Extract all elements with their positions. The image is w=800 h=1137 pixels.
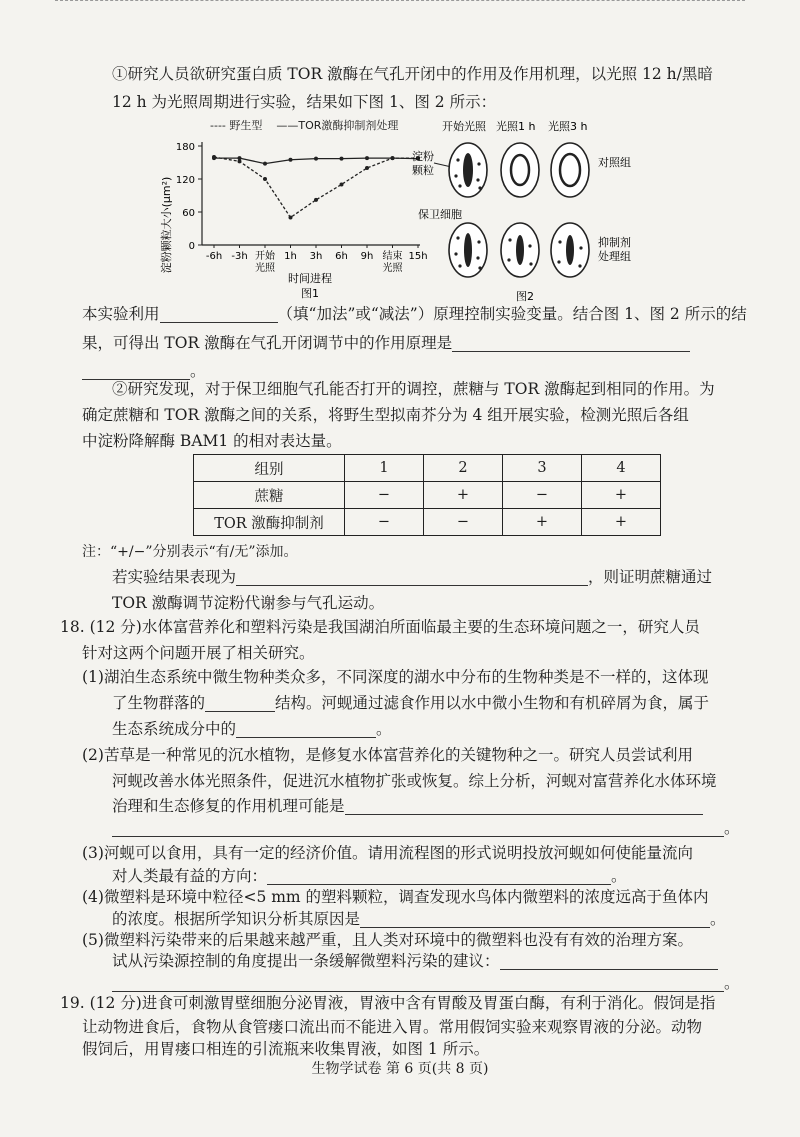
- series-line-wild: [214, 157, 418, 218]
- figure2-stomata: [400, 118, 640, 308]
- x-tick-label: 6h: [335, 251, 348, 262]
- data-point: [263, 162, 267, 166]
- answer-blank-9[interactable]: [267, 866, 611, 885]
- fig2-treated-label-1: 抑制剂: [598, 236, 631, 249]
- y-axis-label: 淀粉颗粒大小(μm²): [160, 176, 173, 274]
- q18-s2-l3: 治理和生态修复的作用机理可能是: [112, 793, 703, 819]
- chart-axes: [176, 142, 428, 274]
- fig2-header-3: 光照3 h: [548, 120, 588, 133]
- data-point: [212, 156, 216, 160]
- top-border: [55, 0, 745, 5]
- fig2-starch-label: 淀粉: [412, 150, 434, 163]
- answer-blank-1[interactable]: [160, 304, 278, 323]
- stoma-treated-1h: [501, 223, 539, 277]
- x-tick-label: 1h: [284, 251, 297, 262]
- data-point: [289, 158, 293, 162]
- q18-s4-l1: (4)微塑料是环境中粒径<5 mm 的塑料颗粒，调查发现水鸟体内微塑料的浓度远高于鱼体内: [82, 888, 709, 906]
- q19-l2: 让动物进食后，食物从食管瘘口流出而不能进入胃。常用假饲实验来观察胃液的分泌。动物: [82, 1018, 703, 1036]
- x-axis-label: 时间进程: [288, 272, 332, 285]
- stoma-control-3h: [551, 143, 589, 197]
- q18-s2-l2: 河蚬改善水体光照条件，促进沉水植物扩张或恢复。综上分析，河蚬对富营养化水体环境: [112, 772, 717, 790]
- q17-sub2-line3: 中淀粉降解酶 BAM1 的相对表达量。: [82, 432, 342, 450]
- page-footer: 生物学试卷 第 6 页(共 8 页): [311, 1061, 489, 1077]
- q18-head1: 18. (12 分)水体富营养化和塑料污染是我国湖泊所面临最主要的生态环境问题之一，研究人员: [60, 618, 700, 636]
- answer-blank-2[interactable]: [452, 333, 690, 352]
- q17-result-line1: 若实验结果表现为 ，则证明蔗糖通过: [112, 568, 713, 586]
- answer-blank-10[interactable]: [360, 909, 710, 928]
- chart-series: [212, 155, 420, 220]
- answer-blank-11[interactable]: [500, 951, 718, 970]
- q17-sub2-line1: ②研究发现，对于保卫细胞气孔能否打开的调控，蔗糖与 TOR 激酶起到相同的作用。为: [112, 380, 715, 398]
- q18-s3-l2: 对人类最有益的方向： 。: [112, 867, 627, 885]
- answer-blank-8[interactable]: [112, 818, 724, 837]
- y-tick-label: 120: [175, 175, 195, 186]
- x-tick-label: 15h: [408, 251, 428, 262]
- answer-blank-4[interactable]: [236, 567, 588, 586]
- stoma-control-1h: [501, 143, 539, 197]
- table-row: 蔗糖 − + − +: [194, 482, 661, 509]
- q17-result-line2: TOR 激酶调节淀粉代谢参与气孔运动。: [112, 594, 385, 612]
- experiment-table: [193, 454, 661, 536]
- x-tick-label: 光照: [255, 263, 275, 274]
- x-tick-label: 3h: [309, 251, 323, 262]
- data-point: [314, 157, 318, 161]
- answer-blank-6[interactable]: [236, 719, 376, 738]
- data-point: [340, 157, 344, 161]
- q18-s5-l2: 试从污染源控制的角度提出一条缓解微塑料污染的建议：: [112, 948, 718, 974]
- table-note: 注：“+/−”分别表示“有/无”添加。: [82, 544, 298, 560]
- stoma-treated-3h: [551, 223, 589, 277]
- q19-l1: 19. (12 分)进食可刺激胃壁细胞分泌胃液，胃液中含有胃酸及胃蛋白酶，有利于消化。假饲是指: [60, 994, 716, 1012]
- svg-text:颗粒: 颗粒: [412, 164, 434, 177]
- data-point: [263, 177, 267, 181]
- figure1-line-chart: [150, 130, 430, 310]
- figure1-caption: 图1: [301, 287, 319, 300]
- data-point: [340, 183, 344, 187]
- q17-q1-line1: 本实验利用 （填“加法”或“减法”）原理控制实验变量。结合图 1、图 2 所示的结: [82, 305, 747, 323]
- legend-inhibitor: ——TOR激酶抑制剂处理: [276, 119, 399, 132]
- q18-s5-l3: 。: [112, 970, 740, 996]
- stoma-control-0h: [449, 143, 487, 197]
- q18-s2-l4: 。: [112, 815, 740, 841]
- q18-head2: 针对这两个问题开展了相关研究。: [82, 644, 315, 662]
- fig2-treated-label-2: 处理组: [598, 250, 631, 263]
- y-tick-label: 60: [182, 208, 195, 219]
- q18-s3-l1: (3)河蚬可以食用，具有一定的经济价值。请用流程图的形式说明投放河蚬如何使能量流向: [82, 844, 693, 862]
- table-row: 组别 1 2 3 4: [194, 455, 661, 482]
- y-tick-label: 180: [175, 142, 195, 153]
- q18-s5-l1: (5)微塑料污染带来的后果越来越严重，且人类对环境中的微塑料也没有有效的治理方案。: [82, 931, 693, 949]
- q17-sub2-line2: 确定蔗糖和 TOR 激酶之间的关系，将野生型拟南芥分为 4 组开展实验，检测光照后各组: [82, 406, 689, 424]
- data-point: [289, 216, 293, 220]
- x-tick-label: 开始: [255, 251, 275, 262]
- q18-s1-l2: 了生物群落的 结构。河蚬通过滤食作用以水中微小生物和有机碎屑为食，属于: [112, 694, 710, 712]
- q18-s4-l2: 的浓度。根据所学知识分析其原因是 。: [112, 910, 726, 928]
- x-tick-label: -3h: [231, 251, 248, 262]
- x-tick-label: 光照: [382, 263, 403, 274]
- figure2-caption: 图2: [516, 290, 534, 303]
- fig2-header-1: 开始光照: [442, 120, 486, 133]
- q17-q1-line3: 。: [82, 358, 206, 384]
- q17-sub1-line1: ①研究人员欲研究蛋白质 TOR 激酶在气孔开闭中的作用及作用机理，以光照 12 h/黑暗: [112, 65, 713, 83]
- x-tick-label: 9h: [360, 251, 374, 262]
- answer-blank-7[interactable]: [345, 796, 703, 815]
- x-tick-label: 结束: [382, 251, 403, 262]
- data-point: [314, 198, 318, 202]
- data-point: [391, 156, 395, 160]
- answer-blank-5[interactable]: [205, 693, 275, 712]
- fig2-control-label: 对照组: [598, 156, 631, 169]
- table-row: TOR 激酶抑制剂 − − + +: [194, 509, 661, 536]
- data-point: [365, 156, 369, 160]
- stoma-treated-0h: [449, 223, 487, 277]
- q19-l3: 假饲后，用胃瘘口相连的引流瓶来收集胃液，如图 1 所示。: [82, 1040, 490, 1058]
- q17-q1-line2: 果，可得出 TOR 激酶在气孔开闭调节中的作用原理是: [82, 330, 690, 356]
- y-tick-label: 0: [188, 241, 195, 252]
- fig2-header-2: 光照1 h: [496, 120, 536, 133]
- x-tick-label: -6h: [205, 251, 223, 262]
- data-point: [365, 166, 369, 170]
- fig2-guard-label: 保卫细胞: [418, 208, 462, 221]
- data-point: [238, 156, 242, 160]
- q18-s2-l1: (2)苦草是一种常见的沉水植物，是修复水体富营养化的关键物种之一。研究人员尝试利用: [82, 746, 693, 764]
- q18-s1-l3: 生态系统成分中的 。: [112, 720, 392, 738]
- legend-wild: ---- 野生型: [210, 119, 263, 132]
- q17-sub1-line2: 12 h 为光照周期进行实验，结果如下图 1、图 2 所示：: [112, 93, 497, 111]
- q18-s1-l1: (1)湖泊生态系统中微生物种类众多，不同深度的湖水中分布的生物种类是不一样的，这体现: [82, 668, 709, 686]
